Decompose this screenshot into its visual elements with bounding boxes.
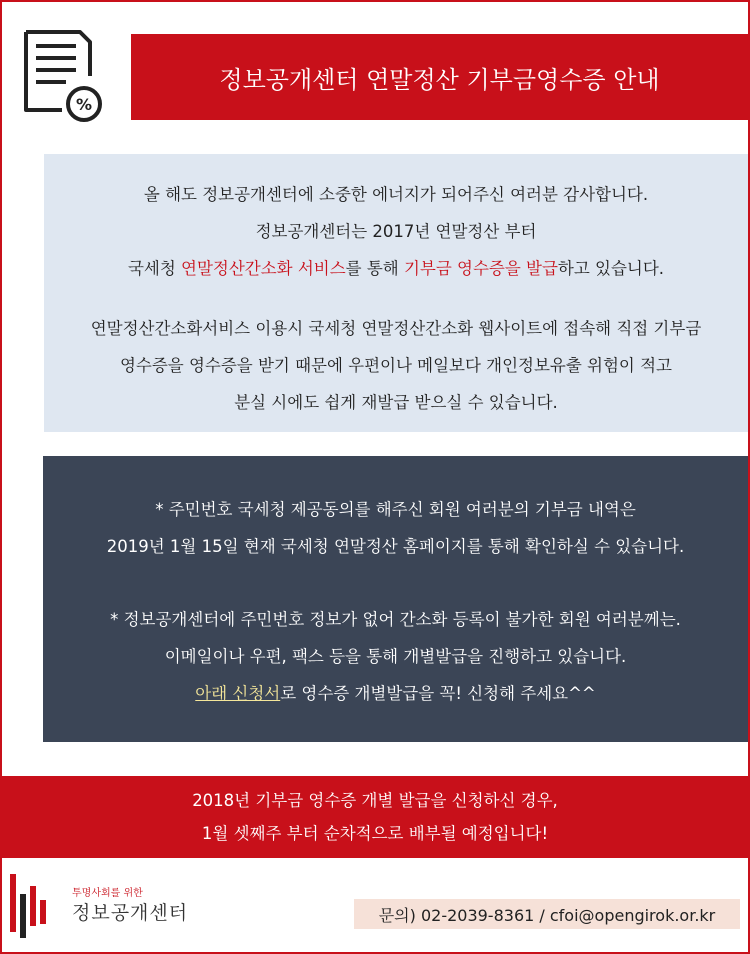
logo-subtitle: 투명사회를 위한 xyxy=(72,888,143,899)
notice-line: * 정보공개센터에 주민번호 정보가 없어 간소화 등록이 불가한 회원 여러분께는. xyxy=(110,610,681,629)
notice-line xyxy=(43,675,748,712)
intro-line: 올 해도 정보공개센터에 소중한 에너지가 되어주신 여러분 감사합니다. xyxy=(143,185,649,204)
intro-line xyxy=(44,250,748,287)
schedule-banner xyxy=(0,776,750,858)
intro-panel xyxy=(44,154,748,432)
text-segment: 하고 있습니다. xyxy=(557,259,665,278)
text-segment: 국세청 xyxy=(127,259,182,278)
page-title-banner xyxy=(131,34,748,120)
schedule-line: 1월 셋째주 부터 순차적으로 배부될 예정입니다! xyxy=(201,824,549,843)
highlight-simplified-service: 연말정산간소화 서비스 xyxy=(181,259,346,278)
application-form-link[interactable]: 아래 신청서 xyxy=(195,684,281,703)
schedule-line: 2018년 기부금 영수증 개별 발급을 신청하신 경우, xyxy=(192,791,558,810)
logo-mark-icon xyxy=(10,870,50,940)
receipt-percent-icon xyxy=(18,26,108,122)
notice-panel xyxy=(43,456,748,742)
contact-text: 문의) 02-2039-8361 / cfoi@opengirok.or.kr xyxy=(378,905,716,925)
contact-info xyxy=(354,899,740,929)
text-segment: 로 영수증 개별발급을 꼭! 신청해 주세요^^ xyxy=(280,684,596,703)
intro-paragraph-2 xyxy=(44,310,748,421)
notice-paragraph-2 xyxy=(43,601,748,712)
highlight-receipt-issuance: 기부금 영수증을 발급 xyxy=(403,259,558,278)
intro-line: 연말정산간소화서비스 이용시 국세청 연말정산간소화 웹사이트에 접속해 직접 기부금 xyxy=(90,319,702,338)
notice-line: 2019년 1월 15일 현재 국세청 연말정산 홈페이지를 통해 확인하실 수 있습니다. xyxy=(106,537,685,556)
intro-line: 영수증을 영수증을 받기 때문에 우편이나 메일보다 개인정보유출 위험이 적고 xyxy=(119,356,672,375)
intro-line: 정보공개센터는 2017년 연말정산 부터 xyxy=(255,222,537,241)
svg-text:%: % xyxy=(75,95,93,114)
intro-paragraph-1 xyxy=(44,176,748,287)
intro-line: 분실 시에도 쉽게 재발급 받으실 수 있습니다. xyxy=(234,393,558,412)
notice-line: * 주민번호 국세청 제공동의를 해주신 회원 여러분의 기부금 내역은 xyxy=(155,500,636,519)
page-title: 정보공개센터 연말정산 기부금영수증 안내 xyxy=(219,65,660,94)
text-segment: 를 통해 xyxy=(345,259,404,278)
notice-line: 이메일이나 우편, 팩스 등을 통해 개별발급을 진행하고 있습니다. xyxy=(164,647,627,666)
notice-paragraph-1 xyxy=(43,491,748,565)
schedule-text xyxy=(0,784,750,850)
logo-name: 정보공개센터 xyxy=(72,902,189,924)
